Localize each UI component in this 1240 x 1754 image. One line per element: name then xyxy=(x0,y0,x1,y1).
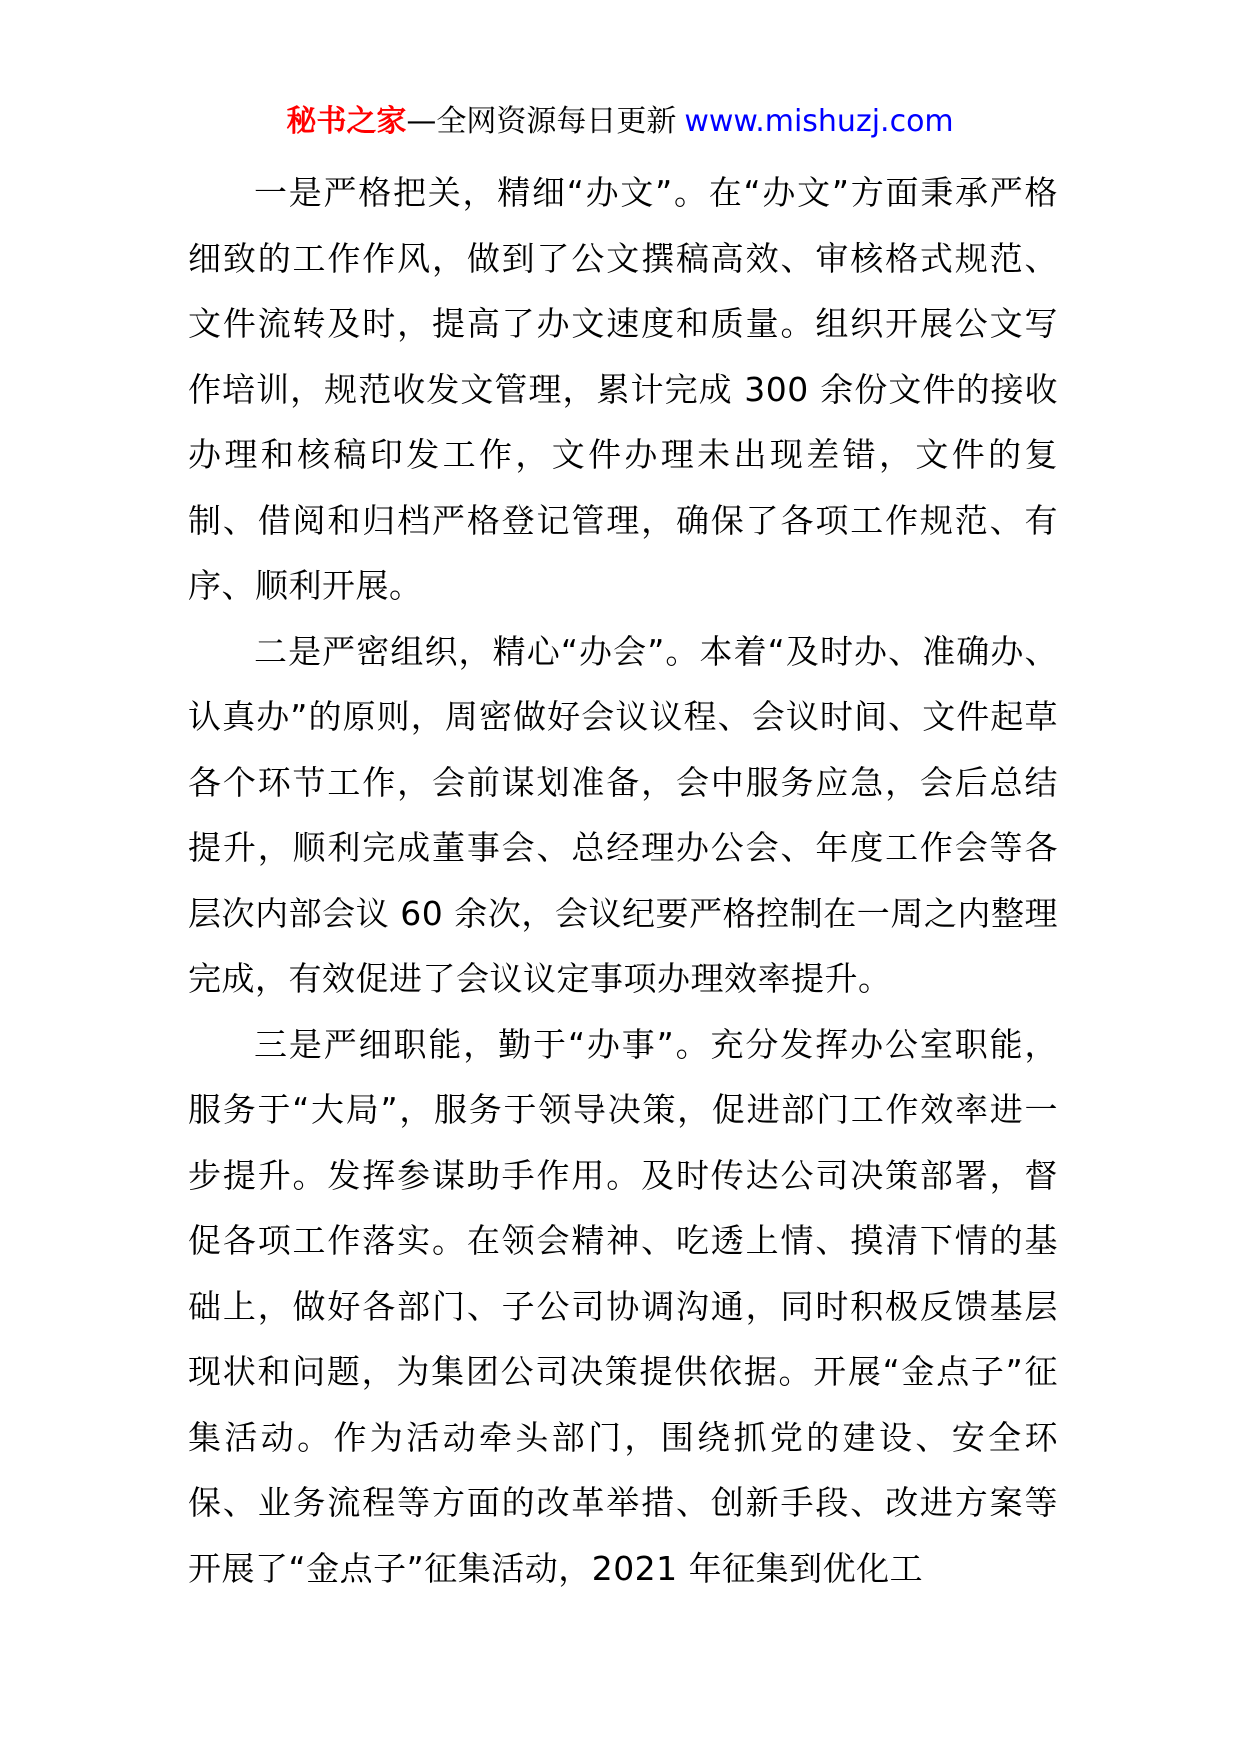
document-body xyxy=(188,160,1058,1601)
paragraph-affairs-handling: 三是严细职能，勤于“办事”。充分发挥办公室职能，服务于“大局”，服务于领导决策，促进部门工作效率进一步提升。发挥参谋助手作用。及时传达公司决策部署，督促各项工作落实。在领会精神、吃透上情、摸清下情的基础上，做好各部门、子公司协调沟通，同时积极反馈基层现状和问题，为集团公司决策提供依据。开展“金点子”征集活动。作为活动牵头部门，围绕抓党的建设、安全环保、业务流程等方面的改革举措、创新手段、改进方案等开展了“金点子”征集活动，2021 年征集到优化工 xyxy=(188,1024,1058,1588)
website-link[interactable]: www.mishuzj.com xyxy=(684,104,954,139)
header-tagline: —全网资源每日更新 xyxy=(406,104,677,139)
paragraph-document-handling: 一是严格把关，精细“办文”。在“办文”方面秉承严格细致的工作作风，做到了公文撰稿高效、审核格式规范、文件流转及时，提高了办文速度和质量。组织开展公文写作培训，规范收发文管理，累计完成 300 余份文件的接收办理和核稿印发工作，文件办理未出现差错，文件的复制、借阅和归档严格登记管理，确保了各项工作规范、有序、顺利开展。 xyxy=(188,173,1058,605)
brand-name: 秘书之家 xyxy=(286,104,407,139)
paragraph-meeting-handling: 二是严密组织，精心“办会”。本着“及时办、准确办、认真办”的原则，周密做好会议议程、会议时间、文件起草各个环节工作，会前谋划准备，会中服务应急，会后总结提升，顺利完成董事会、总经理办公会、年度工作会等各层次内部会议 60 余次，会议纪要严格控制在一周之内整理完成，有效促进了会议议定事项办理效率提升。 xyxy=(188,631,1058,998)
page-header xyxy=(0,100,1240,144)
